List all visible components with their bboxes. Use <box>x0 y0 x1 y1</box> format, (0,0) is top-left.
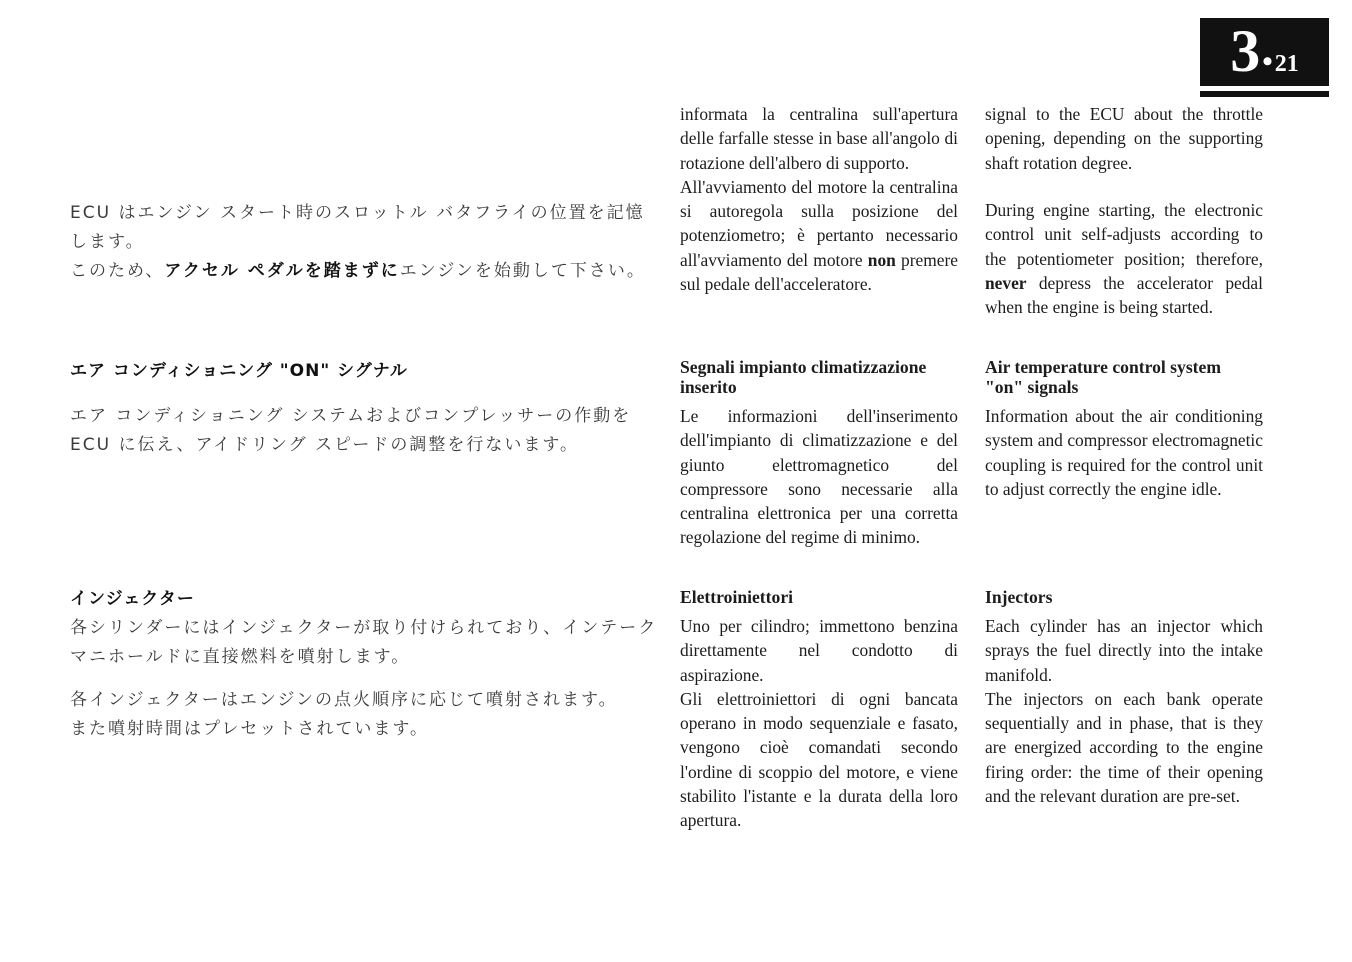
en-paragraph-1: signal to the ECU about the throttle opening, depending on the supporting shaft rotation degree. <box>985 104 1263 173</box>
it-injector-body-block <box>680 614 958 833</box>
page-number-tab <box>1200 18 1329 86</box>
jp-throttle-line-1: ECU はエンジン スタート時のスロットル バタフライの位置を記憶します。 <box>70 203 645 252</box>
it-p2-emphasis: non <box>867 249 896 270</box>
en-ac-body: Information about the air conditioning system and compressor electromagnetic coupling is required for the control unit to adjust correctly the engine idle. <box>985 406 1263 499</box>
jp-ac-body-block <box>70 402 660 460</box>
it-p2-text-a: All'avviamento del motore la centralina si autoregola sulla posizione del potenziometro; è pertanto necessario all'avviamento del motore <box>680 176 958 270</box>
jp-injector-body-2b: また噴射時間はプレセットされています。 <box>70 719 429 739</box>
it-injector-section <box>680 587 958 607</box>
en-injector-heading: Injectors <box>985 587 1053 607</box>
jp-throttle-note <box>70 199 660 286</box>
it-ac-body: Le informazioni dell'inserimento dell'impianto di climatizzazione e del giunto elettromagnetico del compressore sono necessarie alla centralina elettronica per una corretta regolazione del regime di minimo. <box>680 406 958 548</box>
en-injector-body-2: The injectors on each bank operate sequentially and in phase, that is they are energized according to the engine firing order: the time of their opening and the relevant duration are pre-set. <box>985 688 1263 807</box>
en-paragraph-2 <box>985 198 1263 319</box>
chapter-number: 3 <box>1230 18 1261 84</box>
it-paragraph-2 <box>680 175 958 296</box>
jp-throttle-line-2 <box>70 257 660 286</box>
jp-throttle-text-a: このため、 <box>70 261 165 281</box>
jp-ac-section <box>70 357 660 386</box>
section-number: 21 <box>1274 51 1299 77</box>
en-p2-text-c: depress the accelerator pedal when the engine is being started. <box>985 272 1263 318</box>
it-p2-text-c: premere sul pedale dell'acceleratore. <box>680 249 958 295</box>
jp-injector-body-1: 各シリンダーにはインジェクターが取り付けられており、インテーク マニホールドに直接燃料を噴射します。 <box>70 618 658 667</box>
en-ac-section <box>985 357 1263 397</box>
section-separator: • <box>1262 45 1273 78</box>
it-throttle-section <box>680 102 958 296</box>
it-ac-section <box>680 357 958 397</box>
it-injector-body-1: Uno per cilindro; immettono benzina direttamente nel condotto di aspirazione. <box>680 616 958 685</box>
en-injector-body-1: Each cylinder has an injector which sprays the fuel directly into the intake manifold. <box>985 616 1263 685</box>
en-ac-heading: Air temperature control system "on" signals <box>985 357 1221 397</box>
it-ac-body-block <box>680 404 958 550</box>
en-injector-section <box>985 587 1263 607</box>
jp-throttle-text-c: エンジンを始動して下さい。 <box>399 261 646 281</box>
jp-ac-heading: エア コンディショニング "ON" シグナル <box>70 361 408 381</box>
it-ac-heading: Segnali impianto climatizzazione inserito <box>680 357 927 397</box>
en-ac-body-block <box>985 404 1263 501</box>
jp-injector-body-2a: 各インジェクターはエンジンの点火順序に応じて噴射されます。 <box>70 690 618 710</box>
jp-injector-heading: インジェクター <box>70 589 195 609</box>
jp-ac-body: エア コンディショニング システムおよびコンプレッサーの作動を ECU に伝え、アイドリング スピードの調整を行ないます。 <box>70 406 632 455</box>
en-throttle-section <box>985 102 1263 175</box>
it-paragraph-1: informata la centralina sull'apertura delle farfalle stesse in base all'angolo di rotazione dell'albero di supporto. <box>680 104 958 173</box>
en-p2-emphasis: never <box>985 272 1027 293</box>
it-injector-heading: Elettroiniettori <box>680 587 794 607</box>
en-start-section <box>985 198 1263 319</box>
jp-injector-section <box>70 585 660 672</box>
en-injector-body-block <box>985 614 1263 808</box>
page-tab-rule <box>1200 91 1329 97</box>
jp-injector-note <box>70 686 660 744</box>
jp-throttle-emphasis: アクセル ペダルを踏まずに <box>164 261 400 281</box>
en-p2-text-a: During engine starting, the electronic control unit self-adjusts according to the potentiometer position; therefore, <box>985 200 1263 269</box>
it-injector-body-2: Gli elettroiniettori di ogni bancata operano in modo sequenziale e fasato, vengono cioè comandati secondo l'ordine di scoppio del motore, e viene stabilito l'istante e la durata della loro apertura. <box>680 688 958 831</box>
